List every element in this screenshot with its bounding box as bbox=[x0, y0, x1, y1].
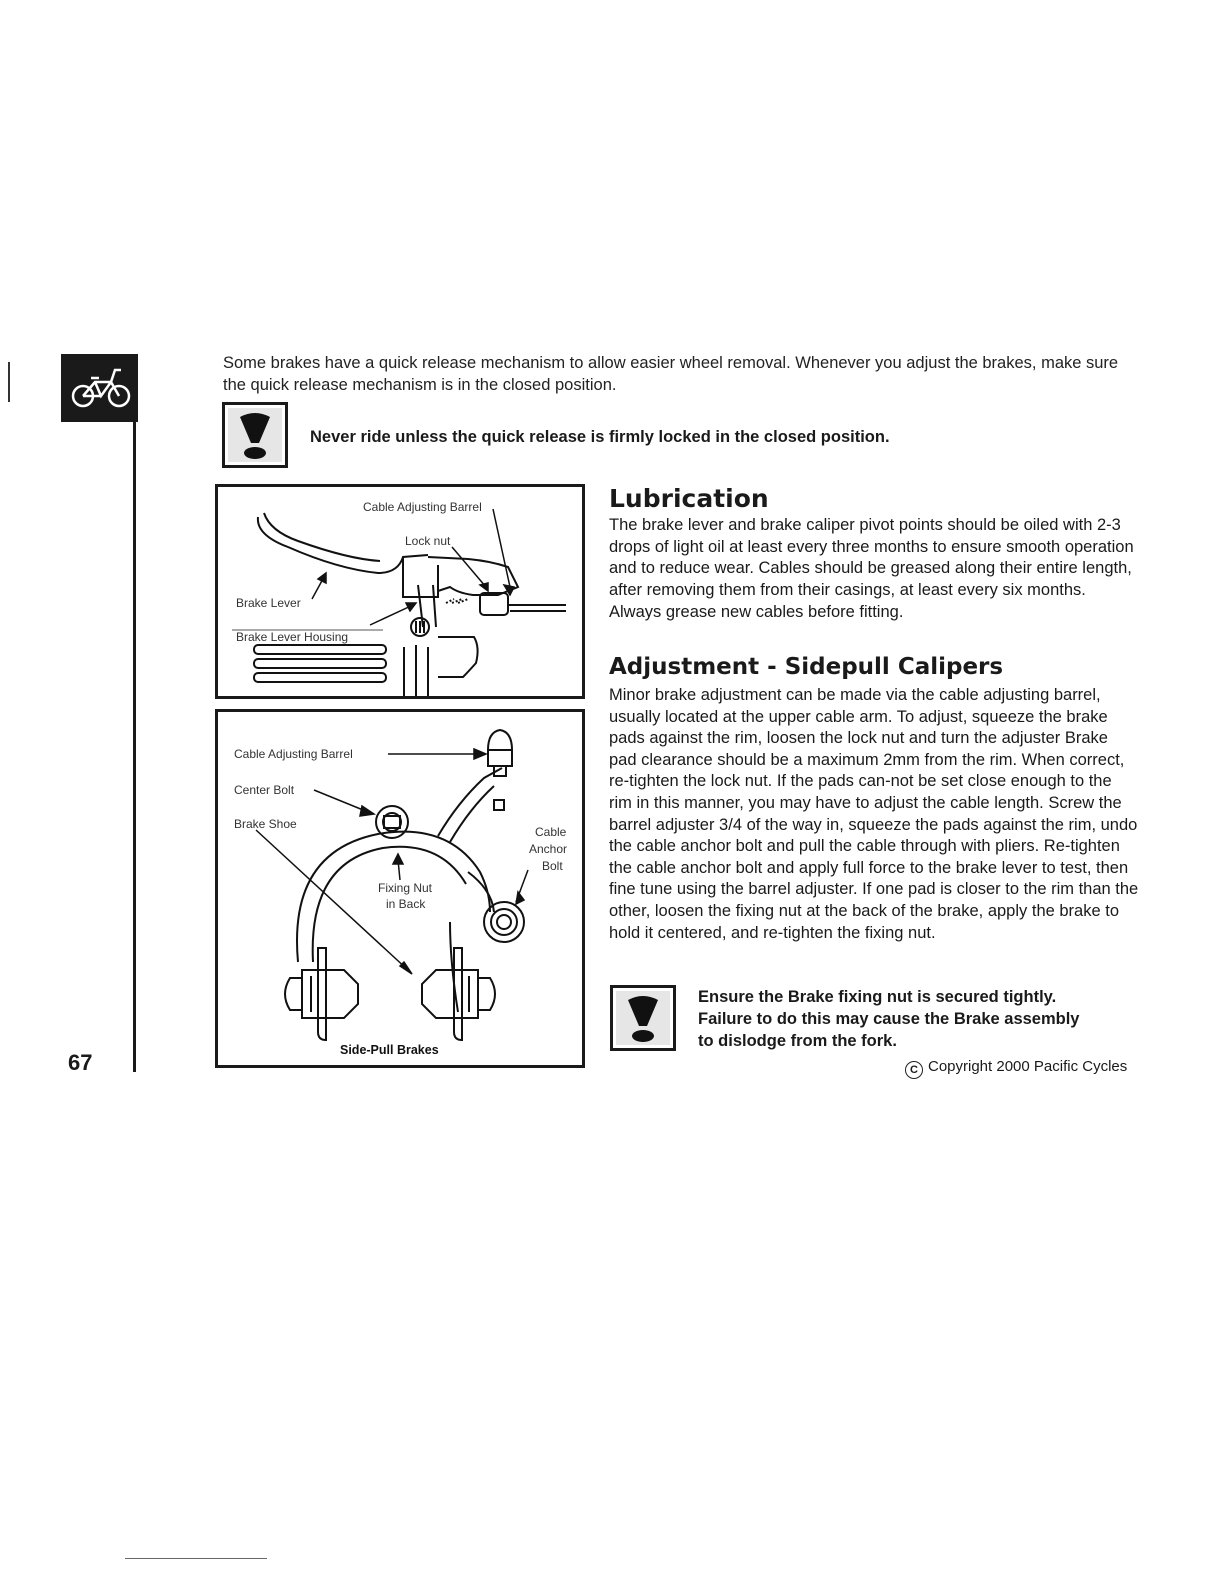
warning-bottom-line-2: Failure to do this may cause the Brake assembly bbox=[698, 1010, 1080, 1028]
intro-paragraph: Some brakes have a quick release mechanism to allow easier wheel removal. Whenever you adjust the brakes, make sure the quick release mechanism is in the closed position. bbox=[223, 354, 1119, 394]
label-cable-adjusting-barrel: Cable Adjusting Barrel bbox=[363, 500, 482, 514]
lubrication-heading: Lubrication bbox=[609, 484, 769, 513]
exclamation-warning-icon bbox=[225, 405, 285, 465]
label-brake-lever-housing: Brake Lever Housing bbox=[236, 630, 349, 644]
label-fixing-nut: Fixing Nut bbox=[378, 881, 433, 895]
adjustment-body: Minor brake adjustment can be made via the cable adjusting barrel, usually located at the upper cable arm. To adjust, squeeze the brake pads against the rim, loosen the lock nut and turn the adjuster Brake pad clearance should be a maximum 2mm from the rim. When correct, re-tighten the lock nut. If the pads can-not be set close enough to the rim in this manner, you may have to adjust the cable length. Screw the barrel adjuster 3/4 of the way in, squeeze the pads against the rim, undo the cable anchor bolt and pull the cable through with pliers. Re-tighten the cable anchor bolt and apply full force to the brake lever to test, then fine tune using the barrel adjuster. If one pad is closer to the rim than the other, loosen the fixing nut at the back of the brake, apply the brake to hold it centered, and re-tighten the fixing nut. bbox=[609, 686, 1139, 942]
label-fixing-nut-in-back: in Back bbox=[386, 897, 426, 911]
warning-bottom-text bbox=[698, 986, 1118, 1052]
margin-tick bbox=[8, 362, 10, 402]
side-pull-brake-diagram bbox=[215, 709, 585, 1068]
label-brake-shoe: Brake Shoe bbox=[234, 817, 297, 831]
adjustment-heading: Adjustment - Sidepull Calipers bbox=[609, 654, 1004, 680]
label-brake-lever: Brake Lever bbox=[236, 596, 301, 610]
section-rule bbox=[133, 420, 136, 1072]
label-cable: Cable bbox=[535, 825, 567, 839]
warning-bottom-line-1: Ensure the Brake fixing nut is secured tightly. bbox=[698, 988, 1057, 1006]
warning-top-text: Never ride unless the quick release is firmly locked in the closed position. bbox=[310, 428, 890, 446]
label-lock-nut: Lock nut bbox=[405, 534, 451, 548]
footer-rule bbox=[125, 1558, 267, 1559]
label-anchor: Anchor bbox=[529, 842, 568, 856]
label-cable-adjusting-barrel-2: Cable Adjusting Barrel bbox=[234, 747, 353, 761]
label-center-bolt: Center Bolt bbox=[234, 783, 295, 797]
label-bolt: Bolt bbox=[542, 859, 563, 873]
diagram-caption: Side-Pull Brakes bbox=[340, 1043, 439, 1057]
copyright-text: Copyright 2000 Pacific Cycles bbox=[928, 1058, 1128, 1075]
exclamation-warning-icon bbox=[613, 988, 673, 1048]
copyright bbox=[905, 1058, 1127, 1079]
warning-bottom-line-3: to dislodge from the fork. bbox=[698, 1032, 897, 1050]
copyright-symbol: C bbox=[905, 1061, 923, 1079]
brake-lever-diagram bbox=[215, 484, 585, 699]
lubrication-body: The brake lever and brake caliper pivot points should be oiled with 2-3 drops of light oil at least every three months to ensure smooth operation and to reduce wear. Cables should be greased along their entire length, after removing them from their casings, at least every six months. Always grease new cables before fitting. bbox=[609, 516, 1134, 621]
warning-box-bottom bbox=[610, 985, 676, 1051]
section-tab bbox=[61, 354, 138, 422]
page-number: 67 bbox=[68, 1050, 93, 1075]
warning-box-top bbox=[222, 402, 288, 468]
bicycle-icon bbox=[61, 354, 138, 422]
